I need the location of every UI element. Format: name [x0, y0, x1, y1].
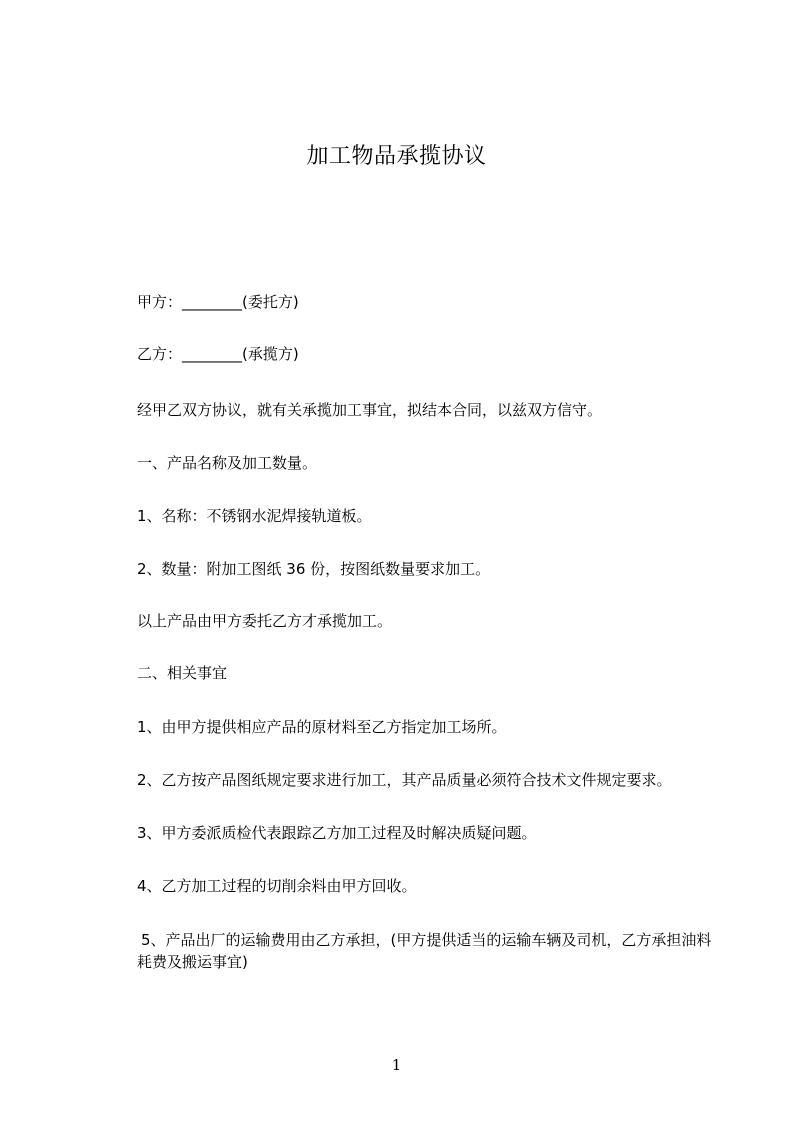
section-1-item-2: 2、数量：附加工图纸 36 份，按图纸数量要求加工。	[137, 560, 491, 578]
party-a-line: 甲方：________(委托方)	[137, 293, 299, 311]
section-2-item-3: 3、甲方委派质检代表跟踪乙方加工过程及时解决质疑问题。	[137, 824, 537, 842]
section-1-heading: 一、产品名称及加工数量。	[137, 454, 318, 472]
intro-paragraph: 经甲乙双方协议，就有关承揽加工事宜，拟结本合同，以兹双方信守。	[137, 401, 603, 419]
section-2-item-4: 4、乙方加工过程的切削余料由甲方回收。	[137, 877, 417, 895]
party-b-line: 乙方：________(承揽方)	[137, 345, 299, 363]
section-2-item-2: 2、乙方按产品图纸规定要求进行加工，其产品质量必须符合技术文件规定要求。	[137, 771, 672, 789]
section-2-item-5: 5、产品出厂的运输费用由乙方承担，(甲方提供适当的运输车辆及司机，乙方承担油料耗费及搬运事宜)	[137, 931, 712, 971]
section-2-item-1: 1、由甲方提供相应产品的原材料至乙方指定加工场所。	[137, 718, 507, 736]
section-2-heading: 二、相关事宜	[137, 664, 228, 682]
section-1-item-1: 1、名称：不锈钢水泥焊接轨道板。	[137, 507, 372, 525]
page-number: 1	[391, 1056, 402, 1074]
section-1-summary: 以上产品由甲方委托乙方才承揽加工。	[137, 612, 393, 630]
document-title: 加工物品承揽协议	[306, 144, 487, 169]
